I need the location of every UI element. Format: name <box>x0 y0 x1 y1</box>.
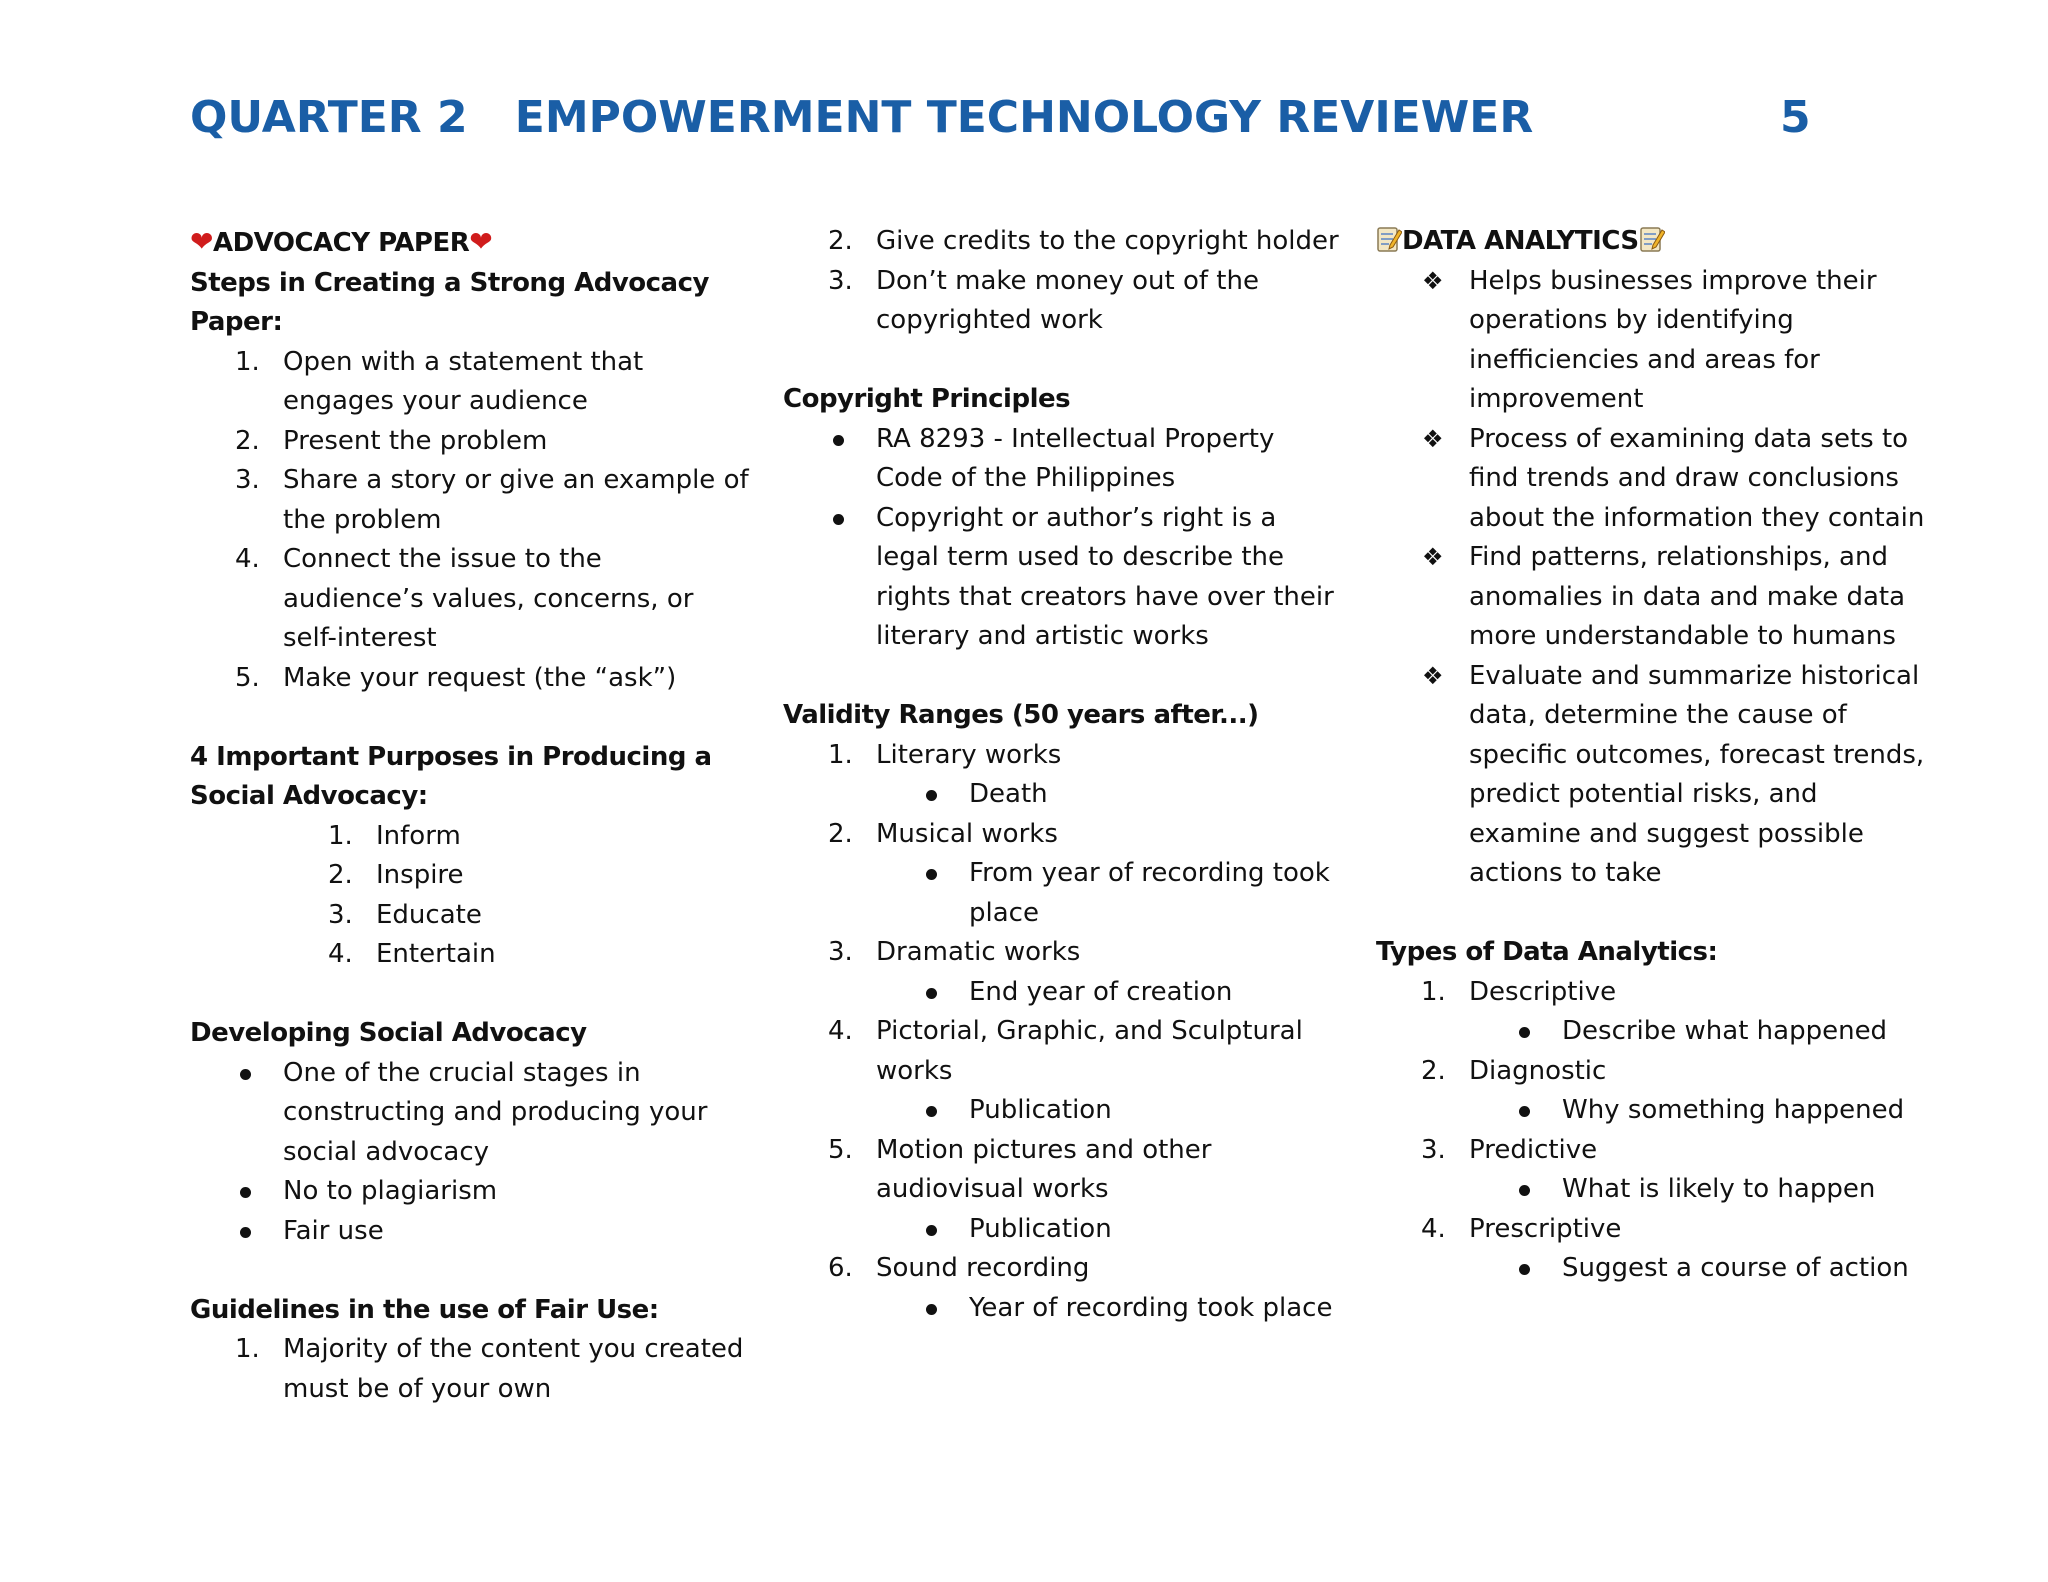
list-item: 4. Entertain <box>328 939 496 969</box>
sub-list-item: Suggest a course of action <box>1376 1249 1936 1289</box>
sub-list-item: Death <box>783 775 1343 815</box>
bullet-icon <box>1519 1264 1530 1275</box>
sub-list-item: Describe what happened <box>1376 1012 1936 1052</box>
page-header <box>0 92 2048 152</box>
list-item: RA 8293 - Intellectual Property Code of the Philippines <box>783 420 1343 499</box>
sub-list-item: What is likely to happen <box>1376 1170 1936 1210</box>
bullet-icon <box>240 1069 251 1080</box>
fairuse-list <box>190 1330 750 1409</box>
types-list <box>1376 973 1936 1289</box>
developing-heading: Developing Social Advocacy <box>190 1018 587 1048</box>
diamond-bullet-icon: ❖ <box>1422 661 1444 690</box>
list-item: 4. Connect the issue to the audience’s values, concerns, or self-interest <box>235 544 694 653</box>
bullet-icon <box>926 1106 937 1117</box>
types-heading: Types of Data Analytics: <box>1376 937 1718 967</box>
bullet-icon <box>926 1304 937 1315</box>
bullet-icon <box>1519 1106 1530 1117</box>
page-number: 5 <box>1780 92 1811 143</box>
list-item: 2. Present the problem <box>235 425 548 456</box>
bullet-icon <box>240 1227 251 1238</box>
diamond-bullet-icon: ❖ <box>1422 543 1444 571</box>
list-item: ❖ Helps businesses improve their operations by identifying inefficiencies and areas for improvement <box>1376 262 1936 420</box>
data-analytics-title-text: DATA ANALYTICS <box>1402 226 1639 256</box>
list-item: 2. Musical works <box>828 818 1058 849</box>
bullet-icon <box>1519 1185 1530 1196</box>
column-data-analytics <box>1376 222 1936 1289</box>
list-item: ❖ Evaluate and summarize historical data, determine the cause of specific outcomes, forecast trends, predict potential risks, and examine and suggest possible actions to take <box>1376 657 1936 894</box>
bullet-icon <box>833 435 844 446</box>
list-item: 5. Make your request (the “ask”) <box>235 662 677 693</box>
fairuse-heading: Guidelines in the use of Fair Use: <box>190 1294 659 1325</box>
list-item: Copyright or author’s right is a legal term used to describe the rights that creators have over their literary and artistic works <box>783 499 1343 657</box>
advocacy-title <box>190 222 750 264</box>
steps-heading-cont: Paper: <box>190 307 283 337</box>
steps-heading: Steps in Creating a Strong Advocacy <box>190 267 709 298</box>
principles-heading: Copyright Principles <box>783 384 1071 414</box>
list-item: 4. Pictorial, Graphic, and Sculptural works <box>828 1016 1303 1086</box>
bullet-icon <box>926 869 937 880</box>
list-item: 3. Don’t make money out of the copyrighted work <box>828 265 1259 335</box>
sub-list-item: Publication <box>783 1210 1343 1250</box>
data-analytics-title <box>1376 222 1936 262</box>
list-item: 5. Motion pictures and other audiovisual works <box>828 1134 1212 1204</box>
column-advocacy <box>190 222 750 1409</box>
bullet-icon <box>833 514 844 525</box>
developing-list <box>190 1054 750 1252</box>
bullet-icon <box>1519 1027 1530 1038</box>
list-item: 3. Educate <box>328 899 482 930</box>
quarter-label: QUARTER 2 <box>190 92 468 143</box>
steps-list <box>190 343 750 699</box>
list-item: Fair use <box>190 1212 750 1252</box>
validity-list <box>783 736 1343 1329</box>
document-title: EMPOWERMENT TECHNOLOGY REVIEWER <box>514 92 1534 143</box>
bullet-icon <box>240 1187 251 1198</box>
fairuse-list-cont <box>783 222 1343 341</box>
list-item: 6. Sound recording <box>828 1253 1090 1283</box>
list-item: 2. Give credits to the copyright holder <box>828 226 1339 256</box>
list-item: ❖ Find patterns, relationships, and anomalies in data and make data more understandable to humans <box>1376 538 1936 657</box>
sub-list-item: From year of recording took place <box>783 854 1343 933</box>
diamond-bullet-icon: ❖ <box>1422 266 1444 295</box>
list-item: 1. Literary works <box>828 739 1062 770</box>
column-copyright <box>783 222 1343 1328</box>
purposes-heading-cont: Social Advocacy: <box>190 781 428 811</box>
list-item: 1. Inform <box>328 820 461 851</box>
list-item: 4. Prescriptive <box>1421 1213 1622 1244</box>
principles-list <box>783 420 1343 657</box>
list-item: 2. Inspire <box>328 860 464 890</box>
advocacy-title-text: ADVOCACY PAPER <box>212 228 470 258</box>
list-item: 3. Dramatic works <box>828 937 1081 967</box>
list-item: 3. Share a story or give an example of the problem <box>235 465 749 535</box>
list-item: One of the crucial stages in constructing and producing your social advocacy <box>190 1054 750 1173</box>
bullet-icon <box>926 988 937 999</box>
sub-list-item: Why something happened <box>1376 1091 1936 1131</box>
diamond-bullet-icon: ❖ <box>1422 424 1444 453</box>
heart-icon: ❤ <box>190 225 213 258</box>
list-item: 1. Descriptive <box>1421 976 1617 1007</box>
list-item: No to plagiarism <box>190 1172 750 1212</box>
sub-list-item: Year of recording took place <box>783 1289 1343 1329</box>
list-item: 2. Diagnostic <box>1421 1055 1607 1086</box>
heart-icon: ❤ <box>469 225 493 258</box>
list-item: 1. Majority of the content you created must be of your own <box>235 1334 744 1404</box>
list-item: 3. Predictive <box>1421 1134 1598 1165</box>
memo-icon <box>1639 225 1665 253</box>
memo-icon <box>1376 225 1402 253</box>
sub-list-item: End year of creation <box>783 973 1343 1013</box>
bullet-icon <box>926 790 937 801</box>
list-item: 1. Open with a statement that engages your audience <box>235 346 644 416</box>
purposes-list <box>190 817 750 975</box>
bullet-icon <box>926 1225 937 1236</box>
list-item: ❖ Process of examining data sets to find trends and draw conclusions about the information they contain <box>1376 420 1936 539</box>
sub-list-item: Publication <box>783 1091 1343 1131</box>
data-analytics-points <box>1376 262 1936 894</box>
validity-heading: Validity Ranges (50 years after...) <box>783 700 1259 730</box>
purposes-heading: 4 Important Purposes in Producing a <box>190 741 712 772</box>
